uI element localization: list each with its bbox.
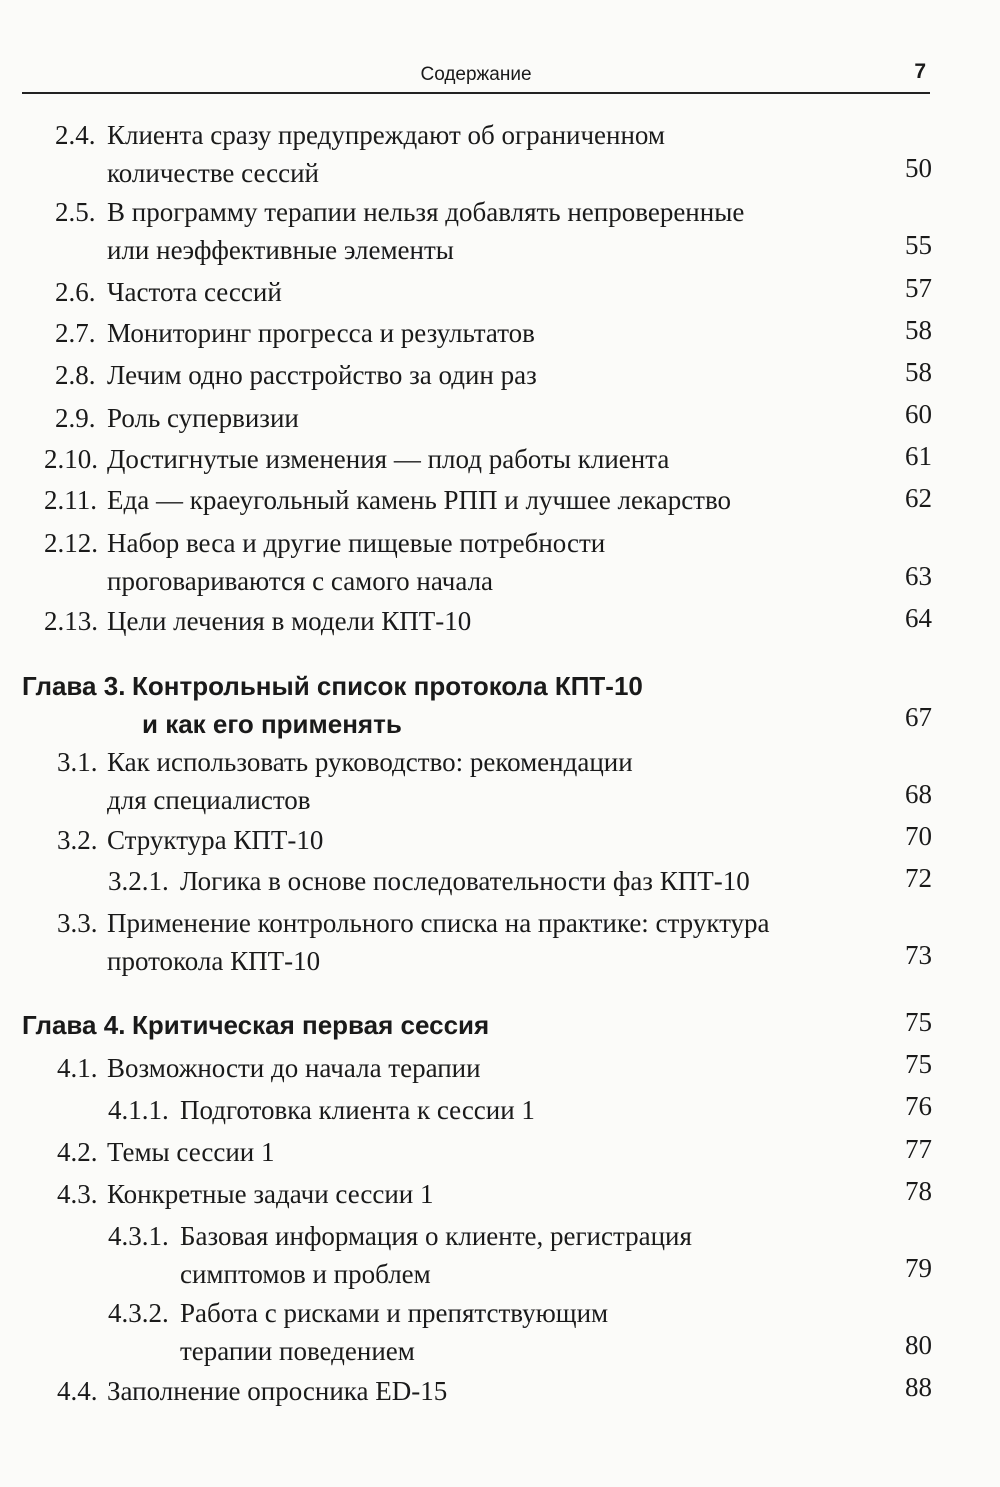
toc-entry[interactable] [108,1295,609,1366]
chapter-number: Глава 3. [22,671,126,701]
entry-page-number: 62 [905,483,932,513]
entry-title-line: Клиента сразу предупреждают об ограниченном [107,120,666,150]
entry-title-line: для специалистов [107,785,311,815]
entry-title-line: Базовая информация о клиенте, регистрация [180,1221,692,1251]
entry-page-number: 76 [905,1091,932,1121]
entry-title-line: Лечим одно расстройство за один раз [107,360,537,390]
entry-number: 4.1.1. [108,1095,169,1125]
toc-entry[interactable] [57,905,770,976]
entry-page-number: 75 [905,1049,932,1079]
entry-page-number: 58 [905,357,932,387]
entry-page-number: 77 [905,1134,932,1164]
entry-page-number: 58 [905,315,932,345]
chapter-title-line: Критическая первая сессия [132,1010,490,1040]
entry-title-line: Темы сессии 1 [107,1137,275,1167]
toc-entry[interactable] [44,525,606,596]
toc-entry[interactable] [57,1373,448,1410]
entry-title-line: Частота сессий [107,277,282,307]
toc-entry[interactable] [55,274,282,311]
entry-number: 2.6. [55,277,96,307]
toc-entry[interactable] [44,482,732,519]
entry-title-line: Структура КПТ-10 [107,825,324,855]
toc-entry[interactable] [108,863,750,900]
entry-title-line: Набор веса и другие пищевые потребности [107,528,606,558]
entry-number: 2.9. [55,403,96,433]
toc-entry[interactable] [55,194,745,265]
entry-title-line: Логика в основе последовательности фаз КПТ-10 [180,866,750,896]
entry-title-line: Мониторинг прогресса и результатов [107,318,535,348]
entry-page-number: 57 [905,273,932,303]
toc-entry[interactable] [55,357,537,394]
entry-page-number: 64 [905,603,932,633]
entry-title-line: Конкретные задачи сессии 1 [107,1179,434,1209]
chapter-number: Глава 4. [22,1010,126,1040]
toc-entry[interactable] [57,1050,481,1087]
entry-number: 4.4. [57,1376,98,1406]
entry-title-line: количестве сессий [107,158,319,188]
entry-title-line: Заполнение опросника ED-15 [107,1376,448,1406]
toc-entry[interactable] [57,1134,275,1171]
entry-number: 2.7. [55,318,96,348]
entry-page-number: 75 [905,1007,932,1037]
toc-entry[interactable] [44,603,472,640]
entry-number: 4.2. [57,1137,98,1167]
entry-number: 4.3.2. [108,1298,169,1328]
entry-number: 2.8. [55,360,96,390]
entry-page-number: 70 [905,821,932,851]
toc-entry[interactable] [57,1176,434,1213]
toc-entry[interactable] [55,400,299,437]
entry-number: 3.2.1. [108,866,169,896]
toc-chapter[interactable] [22,1007,490,1044]
toc-entry[interactable] [55,315,535,352]
entry-page-number: 78 [905,1176,932,1206]
toc-entry[interactable] [57,744,633,815]
entry-page-number: 67 [905,702,932,732]
entry-title-line: или неэффективные элементы [107,235,454,265]
entry-title-line: В программу терапии нельзя добавлять непроверенные [107,197,745,227]
entry-number: 2.10. [44,444,98,474]
entry-title-line: Возможности до начала терапии [107,1053,481,1083]
entry-number: 3.3. [57,908,98,938]
chapter-title-line: и как его применять [142,709,402,739]
toc-entry[interactable] [55,117,666,188]
entry-page-number: 63 [905,561,932,591]
entry-number: 2.5. [55,197,96,227]
toc-entry[interactable] [44,441,670,478]
toc-entry[interactable] [108,1092,535,1129]
entry-title-line: протокола КПТ-10 [107,946,321,976]
entry-page-number: 80 [905,1330,932,1360]
entry-title-line: Подготовка клиента к сессии 1 [180,1095,535,1125]
header-title: Содержание [420,64,532,85]
entry-number: 3.1. [57,747,98,777]
entry-number: 2.12. [44,528,98,558]
entry-number: 3.2. [57,825,98,855]
entry-number: 2.11. [44,485,97,515]
entry-page-number: 73 [905,940,932,970]
entry-number: 2.13. [44,606,98,636]
entry-title-line: Как использовать руководство: рекомендации [107,747,633,777]
entry-page-number: 61 [905,441,932,471]
entry-title-line: Роль супервизии [107,403,299,433]
entry-page-number: 50 [905,153,932,183]
entry-title-line: Работа с рисками и препятствующим [180,1298,609,1328]
entry-number: 4.1. [57,1053,98,1083]
entry-page-number: 68 [905,779,932,809]
entry-number: 4.3. [57,1179,98,1209]
entry-page-number: 88 [905,1372,932,1402]
entry-number: 4.3.1. [108,1221,169,1251]
toc-entry[interactable] [57,822,324,859]
chapter-title-line: Контрольный список протокола КПТ-10 [132,671,643,701]
header-page-number: 7 [914,60,926,83]
entry-title-line: Цели лечения в модели КПТ-10 [107,606,472,636]
toc-entry[interactable] [108,1218,692,1289]
entry-page-number: 72 [905,863,932,893]
entry-title-line: проговариваются с самого начала [107,566,494,596]
entry-page-number: 60 [905,399,932,429]
entry-number: 2.4. [55,120,96,150]
entry-title-line: Применение контрольного списка на практике: структура [107,908,770,938]
entry-title-line: симптомов и проблем [180,1259,431,1289]
toc-chapter[interactable] [22,668,643,739]
entry-page-number: 79 [905,1253,932,1283]
entry-page-number: 55 [905,230,932,260]
entry-title-line: терапии поведением [180,1336,415,1366]
entry-title-line: Еда — краеугольный камень РПП и лучшее лекарство [107,485,732,515]
entry-title-line: Достигнутые изменения — плод работы клиента [107,444,670,474]
